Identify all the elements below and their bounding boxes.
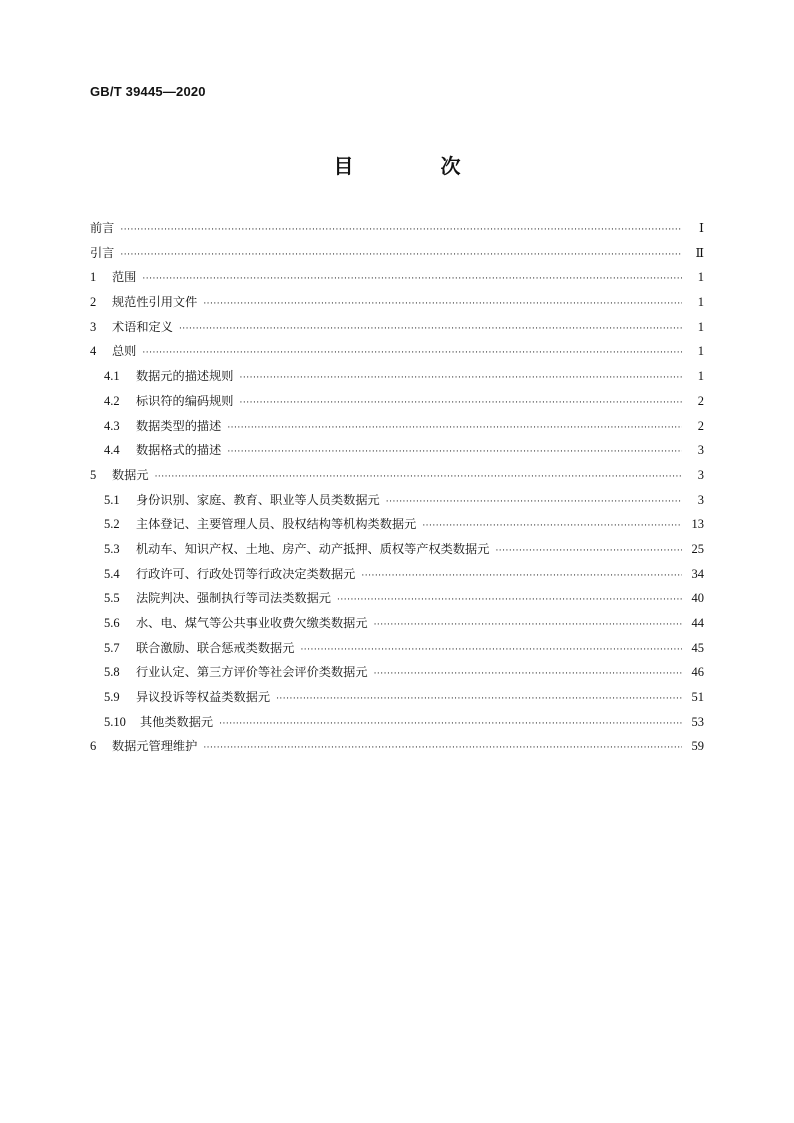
toc-entry-label: 数据元管理维护 [112,739,198,754]
dot-leader [179,317,682,342]
toc-entry[interactable] [90,488,704,513]
toc-entry[interactable] [90,636,704,661]
dot-leader [300,638,682,663]
dot-leader [495,539,682,564]
toc-entry-page-number: 1 [697,344,704,359]
toc-entry-page-number: Ⅱ [695,245,704,260]
toc-entry-page-number: 2 [697,418,704,433]
toc-entry-label: 标识符的编码规则 [136,393,234,408]
toc-entry-number: 4 [90,344,97,359]
toc-entry-number: 5 [90,467,97,482]
toc-entry[interactable] [90,241,704,266]
dot-leader [142,341,682,366]
toc-entry-page-number: 2 [697,393,704,408]
toc-entry-number: 6 [90,739,97,754]
dot-leader [142,267,682,292]
toc-entry-label: 其他类数据元 [140,714,214,729]
toc-entry-page-number: 51 [691,690,704,705]
toc-entry-label: 数据格式的描述 [136,443,222,458]
toc-entry-number: 5.10 [104,714,126,729]
toc-entry-page-number: 59 [691,739,704,754]
dot-leader [240,391,683,416]
toc-entry-number: 5.4 [104,566,120,581]
toc-entry-label: 前言 [90,221,115,235]
toc-entry-label: 法院判决、强制执行等司法类数据元 [136,591,331,606]
toc-entry-label: 身份识别、家庭、教育、职业等人员类数据元 [136,492,380,507]
toc-entry-page-number: 1 [697,295,704,310]
toc-entry[interactable] [90,562,704,587]
toc-entry-label: 术语和定义 [112,319,173,334]
toc-entry-number: 1 [90,270,97,285]
toc-entry-number: 5.3 [104,541,120,556]
toc-entry-label: 行政许可、行政处罚等行政决定类数据元 [136,566,356,581]
toc-entry-page-number: 34 [691,566,704,581]
toc-entry[interactable] [90,438,704,463]
dot-leader [120,218,682,243]
toc-entry-page-number: 44 [691,616,704,630]
toc-entry[interactable] [90,710,704,735]
dot-leader [386,490,682,515]
toc-entry-page-number: 3 [697,443,704,458]
toc-entry-page-number: 1 [697,319,704,334]
dot-leader [240,366,683,391]
toc-entry-number: 4.3 [104,418,120,433]
toc-entry-page-number: 40 [691,591,704,606]
toc-entry-label: 行业认定、第三方评价等社会评价类数据元 [136,665,368,680]
toc-entry[interactable] [90,389,704,414]
toc-entry-number: 5.2 [104,517,120,532]
toc-entry-label: 数据元的描述规则 [136,369,234,384]
dot-leader [337,588,682,613]
toc-entry-page-number: Ⅰ [699,221,704,235]
toc-entry-label: 范围 [112,270,137,285]
dot-leader [219,712,682,737]
toc-entry[interactable] [90,734,704,759]
dot-leader [203,736,682,761]
toc-entry-number: 4.1 [104,369,120,384]
toc-entry[interactable] [90,414,704,439]
toc-entry-number: 4.4 [104,443,120,458]
toc-entry-number: 2 [90,295,97,310]
toc-entry[interactable] [90,611,704,636]
toc-entry-label: 主体登记、主要管理人员、股权结构等机构类数据元 [136,517,417,532]
toc-entry-number: 5.9 [104,690,120,705]
toc-entry-number: 3 [90,319,97,334]
toc-entry-number: 5.8 [104,665,120,680]
toc-entry[interactable] [90,512,704,537]
toc-entry-number: 5.5 [104,591,120,606]
dot-leader [227,416,682,441]
dot-leader [155,465,682,490]
table-of-contents [90,216,704,759]
dot-leader [374,613,682,638]
toc-entry-label: 机动车、知识产权、土地、房产、动产抵押、质权等产权类数据元 [136,541,490,556]
toc-entry[interactable] [90,364,704,389]
dot-leader [276,687,682,712]
toc-entry[interactable] [90,315,704,340]
standard-code-header: GB/T 39445—2020 [90,84,206,99]
toc-entry-label: 异议投诉等权益类数据元 [136,690,271,705]
toc-entry-label: 数据类型的描述 [136,418,222,433]
toc-entry-page-number: 3 [697,467,704,482]
toc-entry-page-number: 13 [691,517,704,532]
page-title: 目 次 [333,154,501,178]
toc-entry-number: 5.1 [104,492,120,507]
toc-entry[interactable] [90,685,704,710]
toc-entry[interactable] [90,216,704,241]
toc-entry[interactable] [90,586,704,611]
toc-entry-label: 引言 [90,245,115,260]
toc-entry-page-number: 25 [691,541,704,556]
toc-entry-page-number: 53 [691,714,704,729]
toc-entry-label: 数据元 [112,467,149,482]
toc-entry-page-number: 46 [691,665,704,680]
toc-entry[interactable] [90,265,704,290]
dot-leader [422,514,682,539]
toc-entry-number: 5.7 [104,640,120,655]
toc-entry[interactable] [90,290,704,315]
toc-entry[interactable] [90,537,704,562]
dot-leader [374,662,682,687]
toc-entry[interactable] [90,660,704,685]
toc-entry-number: 5.6 [104,616,120,630]
toc-entry-page-number: 1 [697,369,704,384]
dot-leader [227,440,682,465]
dot-leader [203,292,682,317]
toc-entry[interactable] [90,339,704,364]
dot-leader [361,564,682,589]
toc-entry-label: 联合激励、联合惩戒类数据元 [136,640,295,655]
toc-entry-page-number: 1 [697,270,704,285]
dot-leader [120,243,682,268]
toc-entry-number: 4.2 [104,393,120,408]
toc-entry-page-number: 3 [697,492,704,507]
toc-entry-page-number: 45 [691,640,704,655]
toc-entry-label: 规范性引用文件 [112,295,198,310]
toc-entry[interactable] [90,463,704,488]
toc-entry-label: 总则 [112,344,137,359]
toc-entry-label: 水、电、煤气等公共事业收费欠缴类数据元 [136,616,368,630]
